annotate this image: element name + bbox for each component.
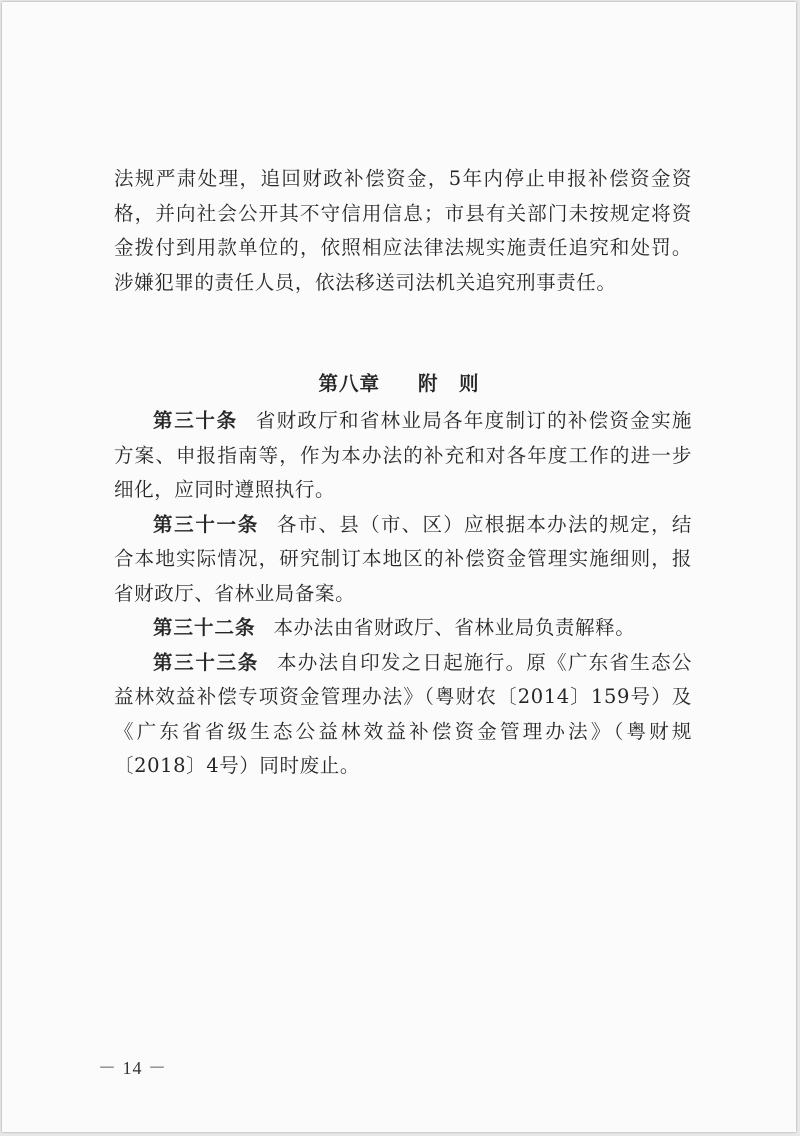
article-number: 第三十二条 xyxy=(153,616,256,639)
page-number: － 14 － xyxy=(98,1058,167,1078)
article-text: 本办法由省财政厅、省林业局负责解释。 xyxy=(273,616,636,639)
article-number: 第三十三条 xyxy=(153,650,259,674)
chapter-heading xyxy=(2,368,796,396)
article-text: 各市、县（市、区）应根据本办法的规定，结合本地实际情况，研究制订本地区的补偿资金管理实施细则，报省财政厅、省林业局备案。 xyxy=(114,512,692,605)
document-page xyxy=(2,2,796,1132)
chapter-number: 第八章 xyxy=(318,372,380,395)
continuation-block xyxy=(114,162,692,300)
article-text: 本办法自印发之日起施行。原《广东省生态公益林效益补偿专项资金管理办法》（粤财农〔2014〕159号）及《广东省省级生态公益林效益补偿资金管理办法》（粤财规〔2018〕4号）同时废止。 xyxy=(114,650,692,777)
continuation-paragraph: 法规严肃处理，追回财政补偿资金，5年内停止申报补偿资金资格，并向社会公开其不守信用信息；市县有关部门未按规定将资金拨付到用款单位的，依照相应法律法规实施责任追究和处罚。涉嫌犯罪的责任人员，依法移送司法机关追究刑事责任。 xyxy=(114,167,692,294)
article-31 xyxy=(114,508,692,612)
article-30 xyxy=(114,404,692,508)
article-33 xyxy=(114,646,692,784)
article-number: 第三十条 xyxy=(153,409,238,432)
chapter-title: 附 则 xyxy=(418,372,480,395)
article-32 xyxy=(114,611,692,646)
article-number: 第三十一条 xyxy=(153,512,259,536)
article-text: 省财政厅和省林业局各年度制订的补偿资金实施方案、申报指南等，作为本办法的补充和对各年度工作的进一步细化，应同时遵照执行。 xyxy=(114,409,692,501)
articles-block xyxy=(114,404,692,784)
